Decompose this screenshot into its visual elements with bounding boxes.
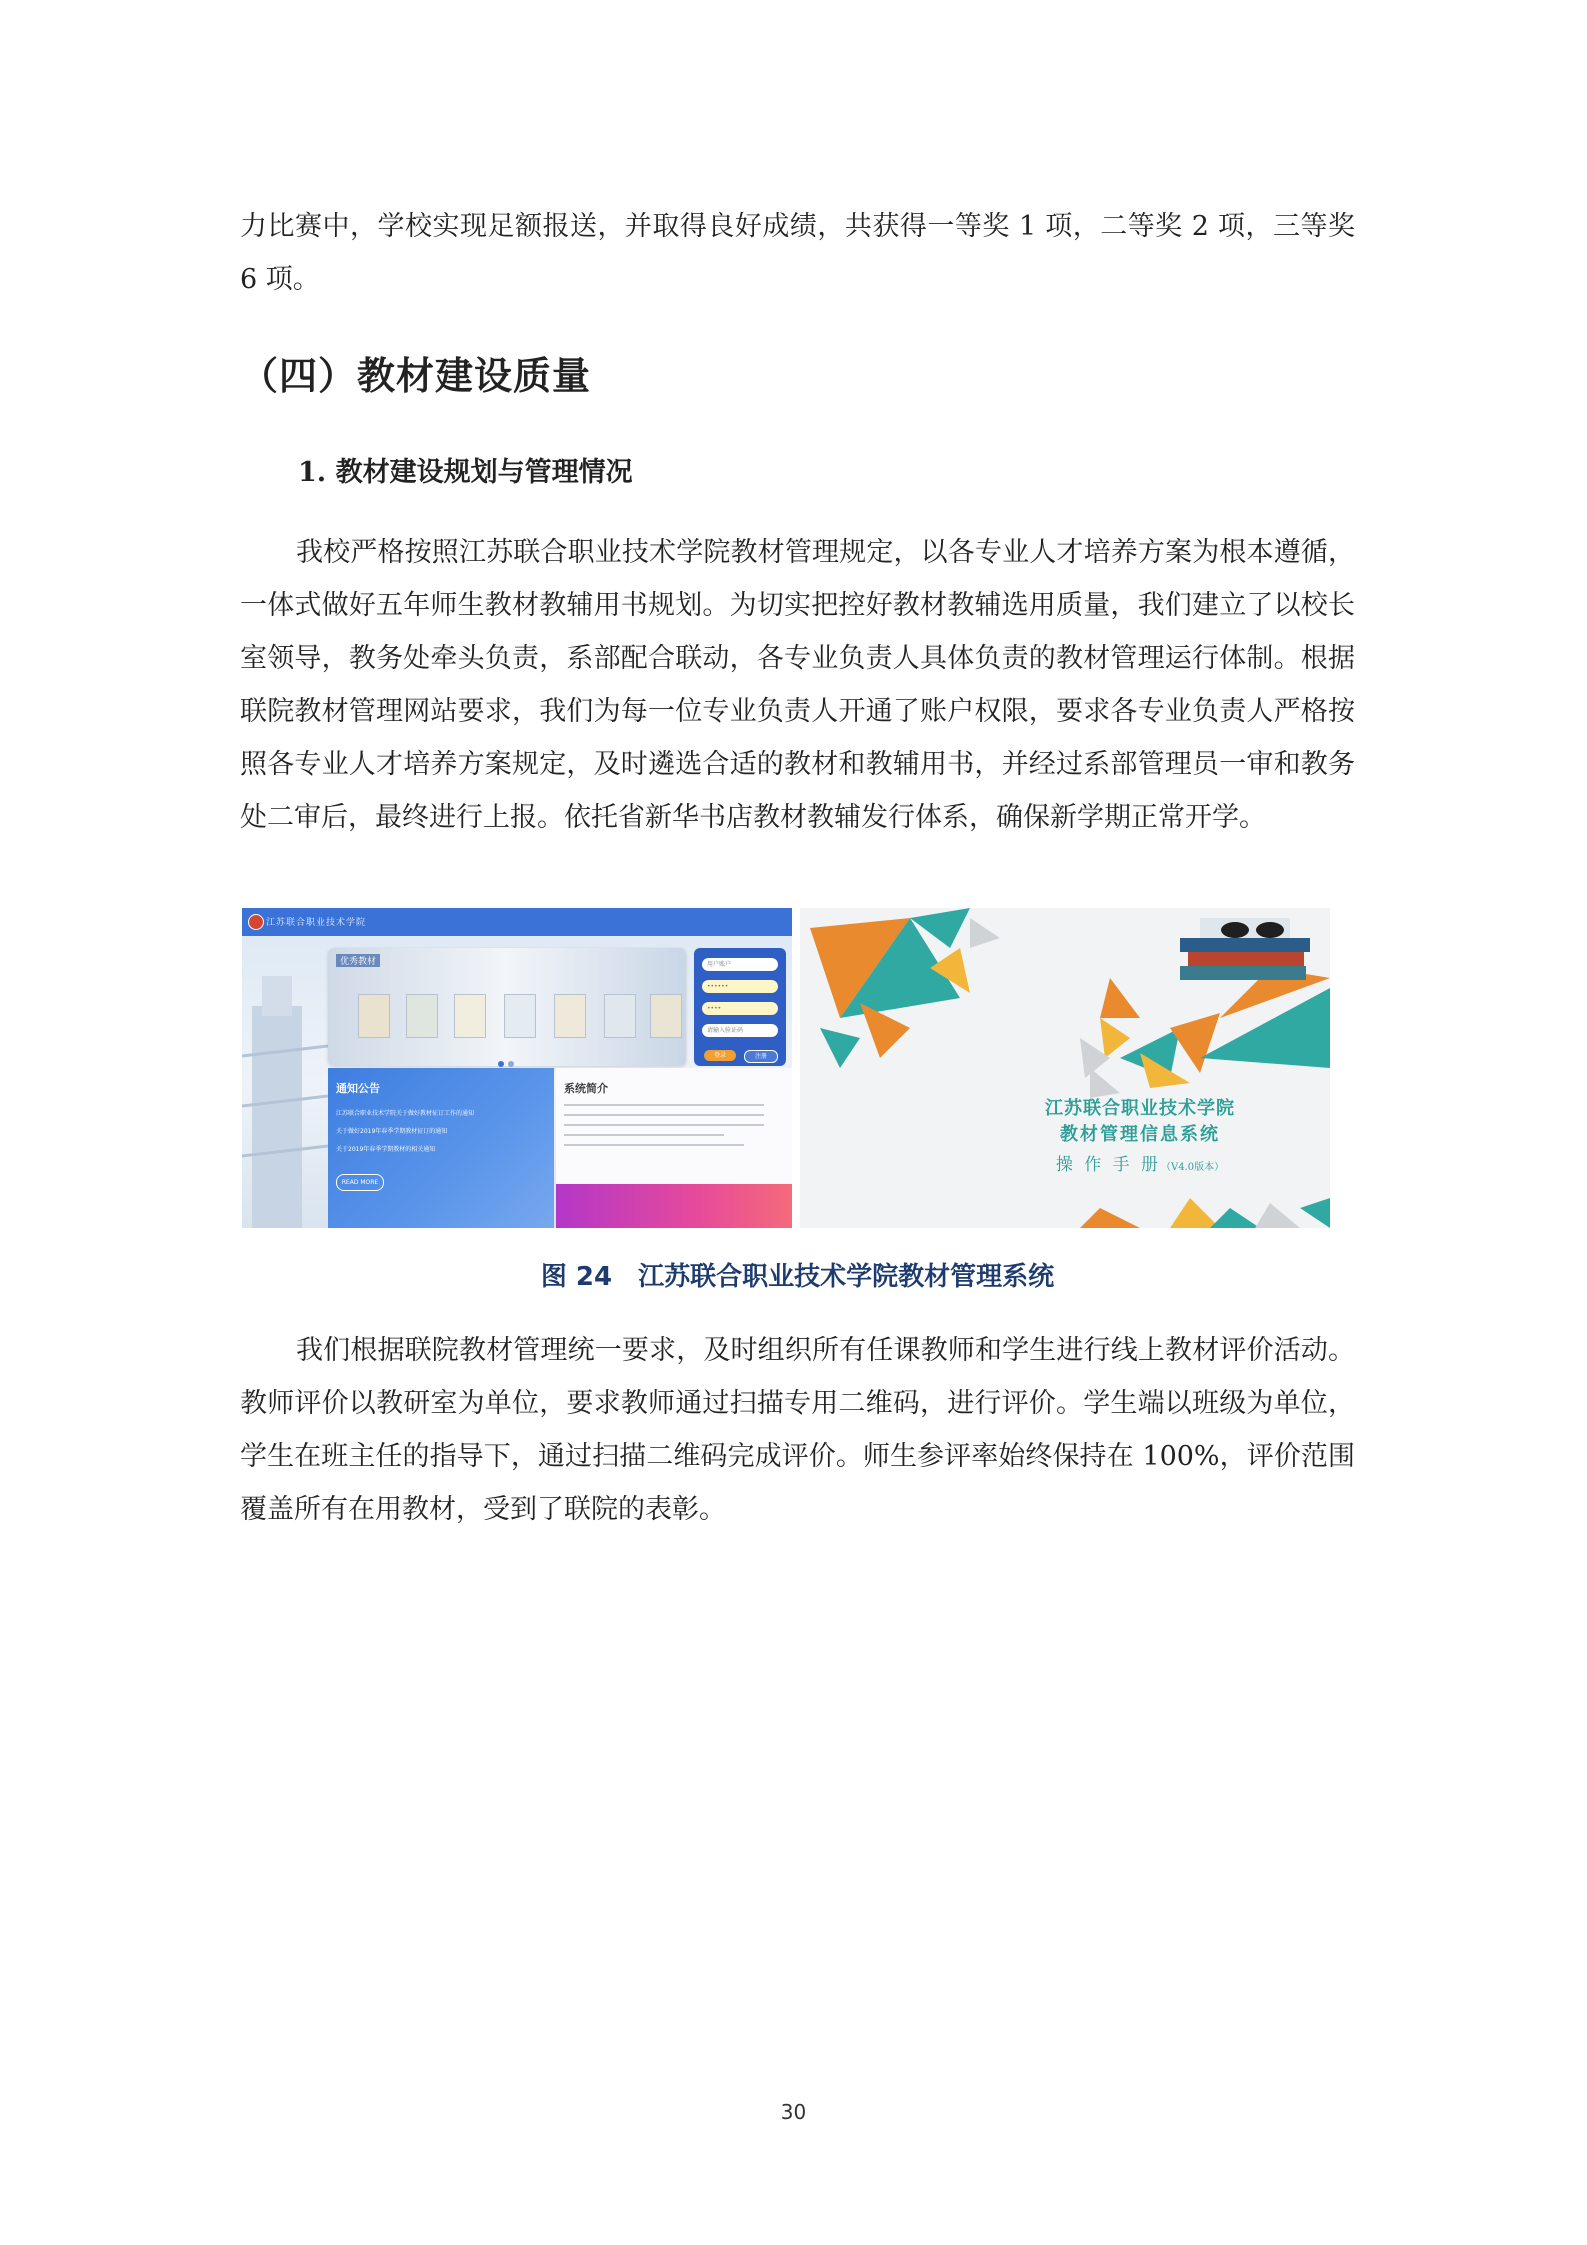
subsection-heading: 1. 教材建设规划与管理情况: [298, 457, 633, 488]
paragraph-intro: 力比赛中，学校实现足额报送，并取得良好成绩，共获得一等奖 1 项，二等奖 2 项，三等奖 6 项。: [240, 211, 1355, 295]
notice-panel: [328, 1068, 554, 1228]
book-cover[interactable]: [406, 994, 438, 1038]
cover-title-line3: 操 作 手 册（V4.0版本）: [1055, 1155, 1225, 1175]
login-button[interactable]: 登录: [704, 1050, 736, 1061]
paragraph-planning: 我校严格按照江苏联合职业技术学院教材管理规定，以各专业人才培养方案为根本遵循，一体式做好五年师生教材教辅用书规划。为切实把控好教材教辅选用质量，我们建立了以校长室领导，教务处牵头负责，系部配合联动，各专业负责人具体负责的教材管理运行体制。根据联院教材管理网站要求，我们为每一位专业负责人开通了账户权限，要求各专业负责人严格按照各专业人才培养方案规定，及时遴选合适的教材和教辅用书，并经过系部管理员一审和教务处二审后，最终进行上报。依托省新华书店教材教辅发行体系，确保新学期正常开学。: [240, 537, 1355, 833]
system-intro-panel: [556, 1068, 792, 1228]
username-field[interactable]: 用户账户: [702, 958, 778, 971]
login-panel: [694, 948, 786, 1066]
building-illustration: [242, 936, 328, 1228]
read-more-button[interactable]: READ MORE: [336, 1174, 384, 1191]
notice-item[interactable]: 关于2019年春季学期教材的相关通知: [336, 1146, 436, 1153]
figure-left-screenshot: [242, 908, 792, 1228]
cover-title-line1: 江苏联合职业技术学院: [1045, 1098, 1235, 1119]
book-cover[interactable]: [358, 994, 390, 1038]
book-cover[interactable]: [454, 994, 486, 1038]
register-button[interactable]: 注册: [744, 1050, 778, 1063]
verify-field[interactable]: 请输入验证码: [702, 1024, 778, 1037]
captcha-field[interactable]: ••••: [702, 1002, 778, 1015]
book-cover[interactable]: [604, 994, 636, 1038]
books-illustration: [1160, 908, 1330, 988]
paragraph-evaluation: 我们根据联院教材管理统一要求，及时组织所有任课教师和学生进行线上教材评价活动。教师评价以教研室为单位，要求教师通过扫描专用二维码，进行评价。学生端以班级为单位，学生在班主任的指导下，通过扫描二维码完成评价。师生参评率始终保持在 100%，评价范围覆盖所有在用教材，受到了联院的表彰。: [240, 1335, 1355, 1525]
figure-caption: [240, 1256, 1355, 1293]
book-cover[interactable]: [554, 994, 586, 1038]
notice-item[interactable]: 关于做好2019年春季学期教材征订的通知: [336, 1128, 448, 1135]
cover-title-line2: 教材管理信息系统: [1060, 1124, 1220, 1145]
section-heading: （四）教材建设质量: [240, 353, 592, 398]
notice-title: 通知公告: [336, 1082, 380, 1095]
site-header-bar: [242, 908, 792, 936]
banner-title: 优秀教材: [336, 954, 380, 967]
school-name: 江苏联合职业技术学院: [266, 918, 367, 928]
book-cover[interactable]: [504, 994, 536, 1038]
figure-right-cover: [800, 908, 1330, 1228]
school-logo-icon: [248, 914, 264, 930]
password-field[interactable]: ••••••: [702, 980, 778, 993]
intro-decorative-gradient: [556, 1184, 792, 1228]
caption-text: 江苏联合职业技术学院教材管理系统: [638, 1262, 1055, 1292]
featured-textbook-banner[interactable]: [328, 948, 686, 1066]
intro-title: 系统简介: [564, 1082, 608, 1095]
notice-item[interactable]: 江苏联合职业技术学院关于做好教材征订工作的通知: [336, 1110, 475, 1117]
page-number: 30: [780, 2100, 807, 2124]
book-cover[interactable]: [650, 994, 682, 1038]
caption-number: 图 24: [540, 1262, 613, 1292]
